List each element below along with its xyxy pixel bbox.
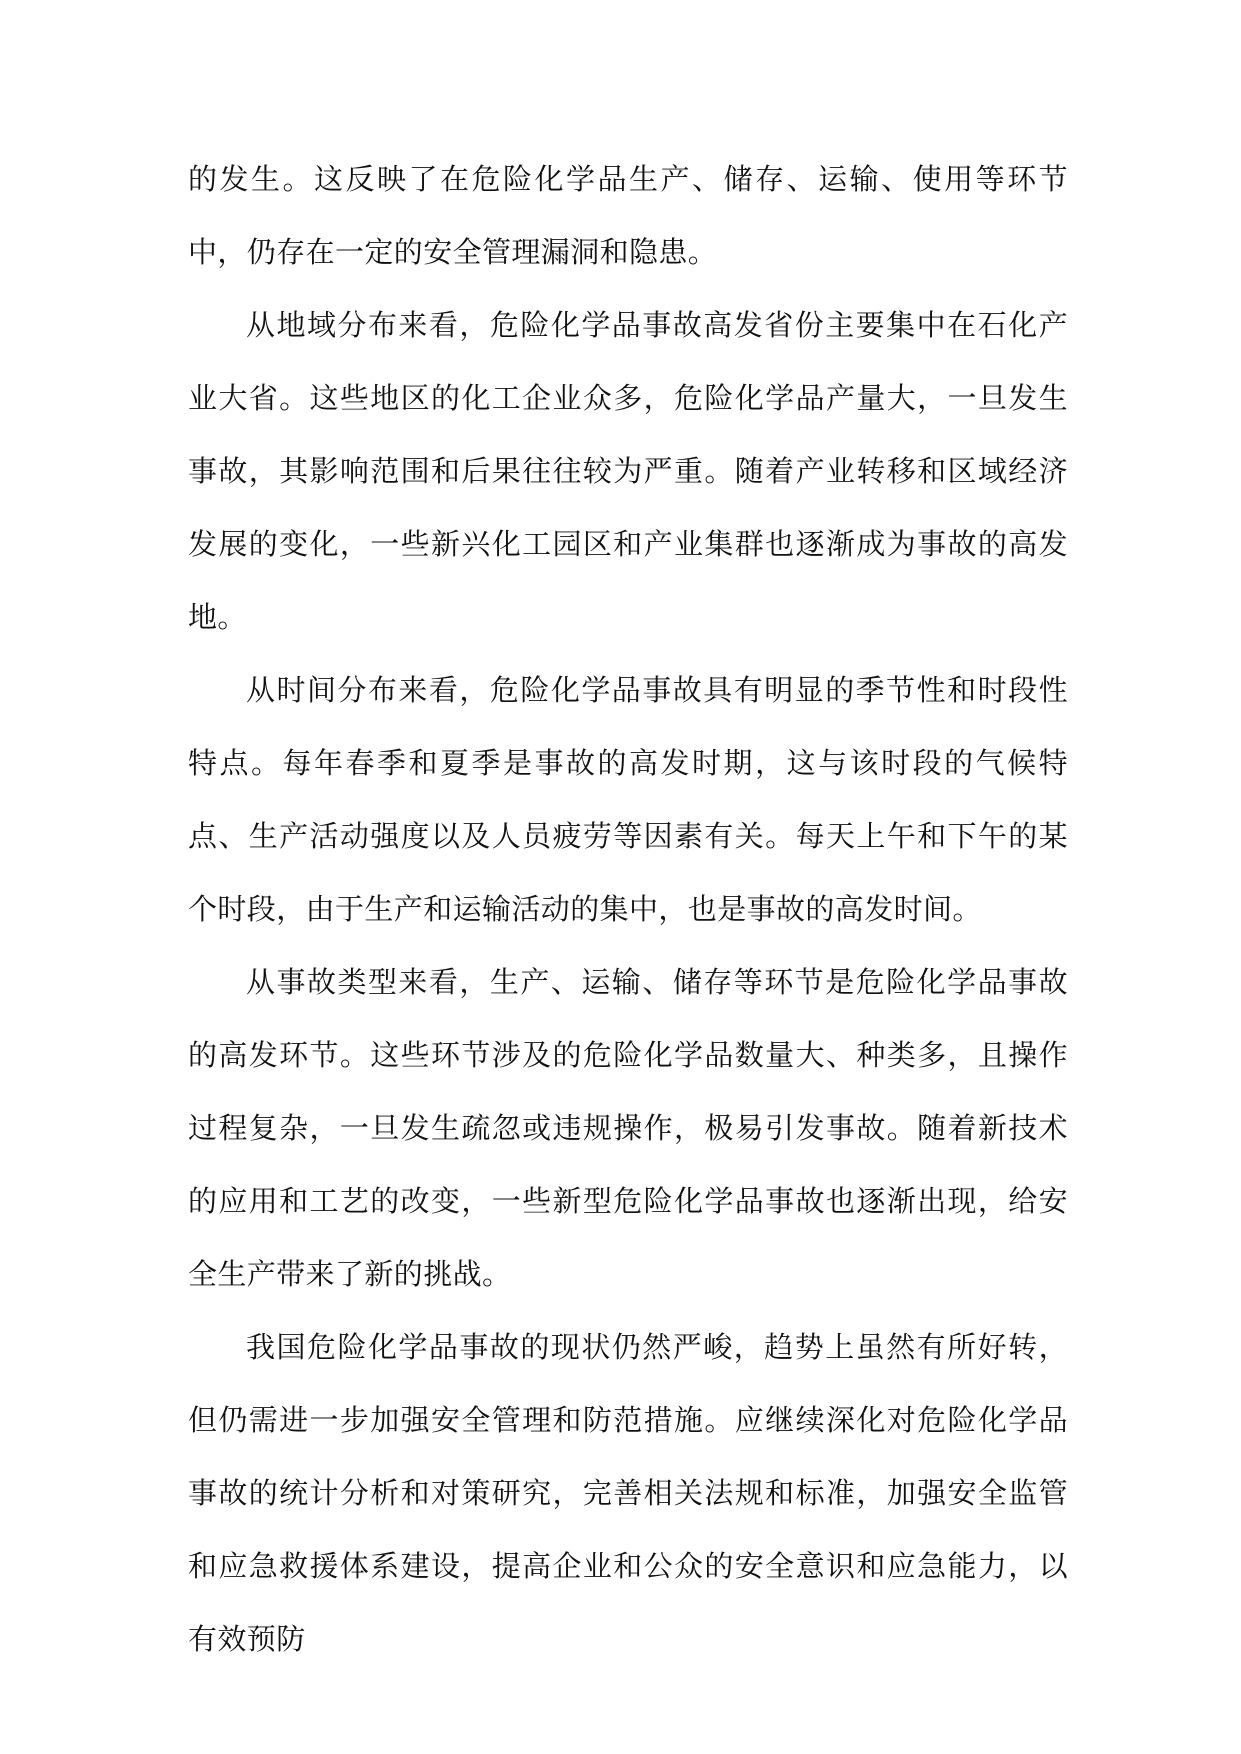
paragraph-continuation: 的发生。这反映了在危险化学品生产、储存、运输、使用等环节中，仍存在一定的安全管理漏洞和隐患。 [188,162,1068,269]
paragraph-conclusion: 我国危险化学品事故的现状仍然严峻，趋势上虽然有所好转，但仍需进一步加强安全管理和防范措施。应继续深化对危险化学品事故的统计分析和对策研究，完善相关法规和标准，加强安全监管和应急救援体系建设，提高企业和公众的安全意识和应急能力，以有效预防 [188,1330,1068,1656]
paragraph-temporal-distribution: 从时间分布来看，危险化学品事故具有明显的季节性和时段性特点。每年春季和夏季是事故的高发时期，这与该时段的气候特点、生产活动强度以及人员疲劳等因素有关。每天上午和下午的某个时段，由于生产和运输活动的集中，也是事故的高发时间。 [188,673,1068,926]
document-body [188,143,1068,1676]
paragraph-regional-distribution: 从地域分布来看，危险化学品事故高发省份主要集中在石化产业大省。这些地区的化工企业众多，危险化学品产量大，一旦发生事故，其影响范围和后果往往较为严重。随着产业转移和区域经济发展的变化，一些新兴化工园区和产业集群也逐渐成为事故的高发地。 [188,308,1068,634]
paragraph-accident-types: 从事故类型来看，生产、运输、储存等环节是危险化学品事故的高发环节。这些环节涉及的危险化学品数量大、种类多，且操作过程复杂，一旦发生疏忽或违规操作，极易引发事故。随着新技术的应用和工艺的改变，一些新型危险化学品事故也逐渐出现，给安全生产带来了新的挑战。 [188,965,1068,1291]
